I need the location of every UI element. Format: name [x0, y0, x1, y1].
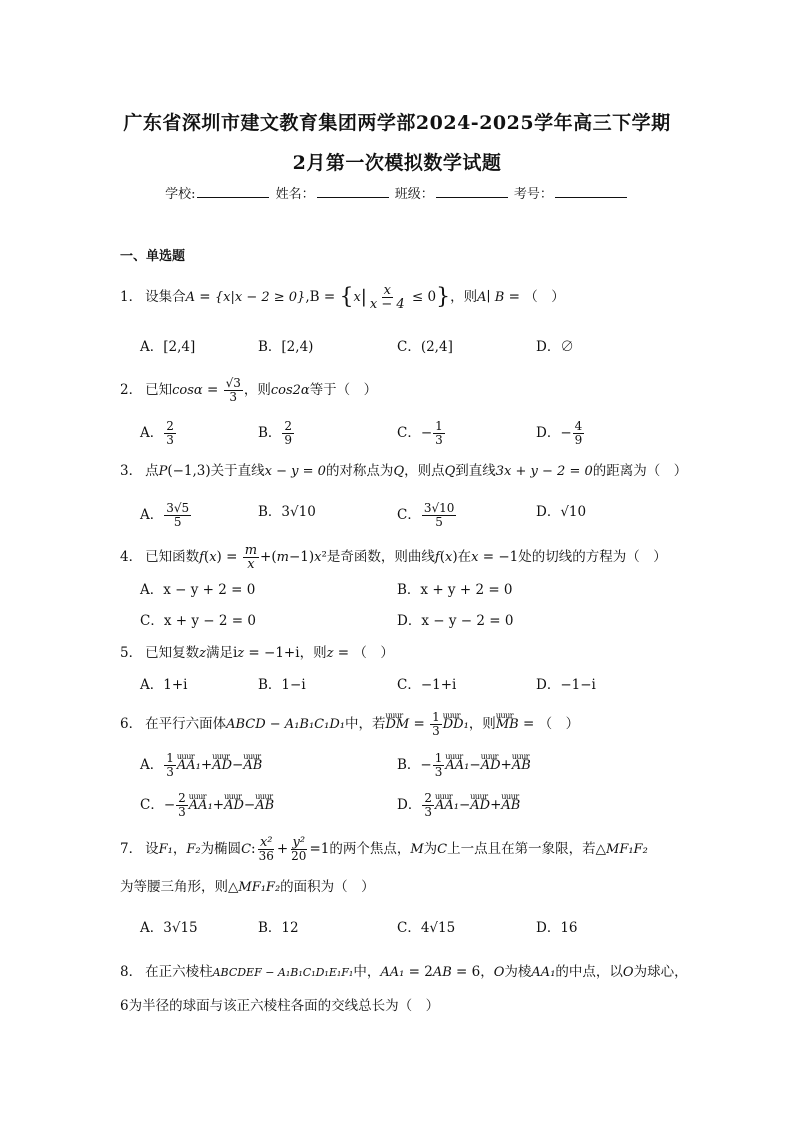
- question-5: 5． 已知复数z满足iz = −1+i，则z = （ ）: [120, 645, 394, 661]
- q2-option-c[interactable]: C．− $\frac{1}{3}$: [397, 419, 443, 447]
- question-8: 8． 在正六棱柱ABCDEF − A₁B₁C₁D₁E₁F₁中，AA₁ = 2AB = 6，O为棱AA₁的中点，以O为球心，: [120, 964, 688, 980]
- exam-title-line1: 广东省深圳市建文教育集团两学部2024-2025学年高三下学期: [123, 112, 671, 134]
- q6-option-c[interactable]: C．− $\frac{2}{3}$ uuur AA₁+uuur AD−uuur AB: [140, 792, 274, 819]
- exam-title-line2: 2月第一次模拟数学试题: [292, 152, 502, 174]
- name-blank[interactable]: [317, 185, 389, 198]
- q4-option-d[interactable]: D．x − y − 2 = 0: [397, 613, 514, 629]
- question-2: 2． 已知cosα = $\frac{√3}{3}$ ，则cos2α等于（ ）: [120, 376, 378, 404]
- exam-no-label: 考号：: [513, 187, 553, 202]
- q1-option-d[interactable]: D．∅: [536, 339, 574, 355]
- q7-option-a[interactable]: A．3√15: [140, 920, 198, 936]
- q6-option-a[interactable]: A． $\frac{1}{3}$ uuur AA₁+uuur AD−uuur AB: [140, 752, 262, 779]
- question-6: 6． 在平行六面体ABCD − A₁B₁C₁D₁中，若uuur DM = $\frac{1}{3}$ uuur DD₁，则uuur MB = （ ）: [120, 711, 579, 738]
- exam-no-blank[interactable]: [555, 185, 627, 198]
- class-label: 班级：: [394, 187, 434, 202]
- q5-option-b[interactable]: B．1−i: [258, 677, 306, 693]
- q5-option-c[interactable]: C．−1+i: [397, 677, 457, 693]
- q5-option-d[interactable]: D．−1−i: [536, 677, 596, 693]
- question-7: 7． 设F₁，F₂为椭圆C: $\frac{\text{x²}}{36}$ + $\frac{\text{y²}}{20}$ =1的两个焦点，M为C上一点且在第一象限，若△MF₁F₂: [120, 835, 648, 863]
- question-3: 3． 点P(−1,3)关于直线x − y = 0的对称点为Q，则点Q到直线3x + y − 2 = 0的距离为（ ）: [120, 463, 688, 479]
- q3-option-b[interactable]: B．3√10: [258, 504, 316, 520]
- q4-option-b[interactable]: B．x + y + 2 = 0: [397, 582, 513, 598]
- q2-option-d[interactable]: D．− $\frac{4}{9}$: [536, 419, 583, 447]
- name-label: 姓名：: [275, 187, 315, 202]
- q7-option-b[interactable]: B．12: [258, 920, 299, 936]
- q1-option-c[interactable]: C．(2,4]: [397, 339, 453, 355]
- q2-option-a[interactable]: A． $\frac{2}{3}$: [140, 419, 174, 447]
- q6-option-d[interactable]: D． $\frac{2}{3}$ uuur AA₁−uuur AD+uuur AB: [397, 792, 520, 819]
- q3-option-c[interactable]: C． $\frac{3√10}{5}$: [397, 501, 455, 529]
- q4-option-a[interactable]: A．x − y + 2 = 0: [140, 582, 256, 598]
- class-blank[interactable]: [436, 185, 508, 198]
- question-4: 4． 已知函数f(x) = $\frac{m}{x}$ +(m−1)x²是奇函数，则曲线f(x)在x = −1处的切线的方程为（ ）: [120, 543, 667, 572]
- school-blank[interactable]: [197, 185, 269, 198]
- question-8-line2: 6为半径的球面与该正六棱柱各面的交线总长为（ ）: [120, 998, 440, 1014]
- q1-option-b[interactable]: B．[2,4): [258, 339, 314, 355]
- q7-option-d[interactable]: D．16: [536, 920, 578, 936]
- q3-option-a[interactable]: A． $\frac{3√5}{5}$: [140, 501, 190, 529]
- q6-option-b[interactable]: B．− $\frac{1}{3}$ uuur AA₁−uuur AD+uuur AB: [397, 752, 531, 779]
- q7-option-c[interactable]: C．4√15: [397, 920, 456, 936]
- q5-option-a[interactable]: A．1+i: [140, 677, 188, 693]
- question-7-line2: 为等腰三角形，则△MF₁F₂的面积为（ ）: [120, 879, 375, 895]
- q3-option-d[interactable]: D．√10: [536, 504, 587, 520]
- q1-option-a[interactable]: A．[2,4]: [140, 339, 196, 355]
- question-1: 1． 设集合A = {x|x − 2 ≥ 0},B = {x| $\frac{x}{x - 4}$ ≤ 0}，则A∣ B = （ ）: [120, 283, 565, 312]
- student-info-row: [0, 183, 794, 202]
- q4-option-c[interactable]: C．x + y − 2 = 0: [140, 613, 256, 629]
- q2-option-b[interactable]: B． $\frac{2}{9}$: [258, 419, 293, 447]
- school-label: 学校:: [165, 187, 196, 202]
- section-heading: 一、单选题: [120, 249, 186, 264]
